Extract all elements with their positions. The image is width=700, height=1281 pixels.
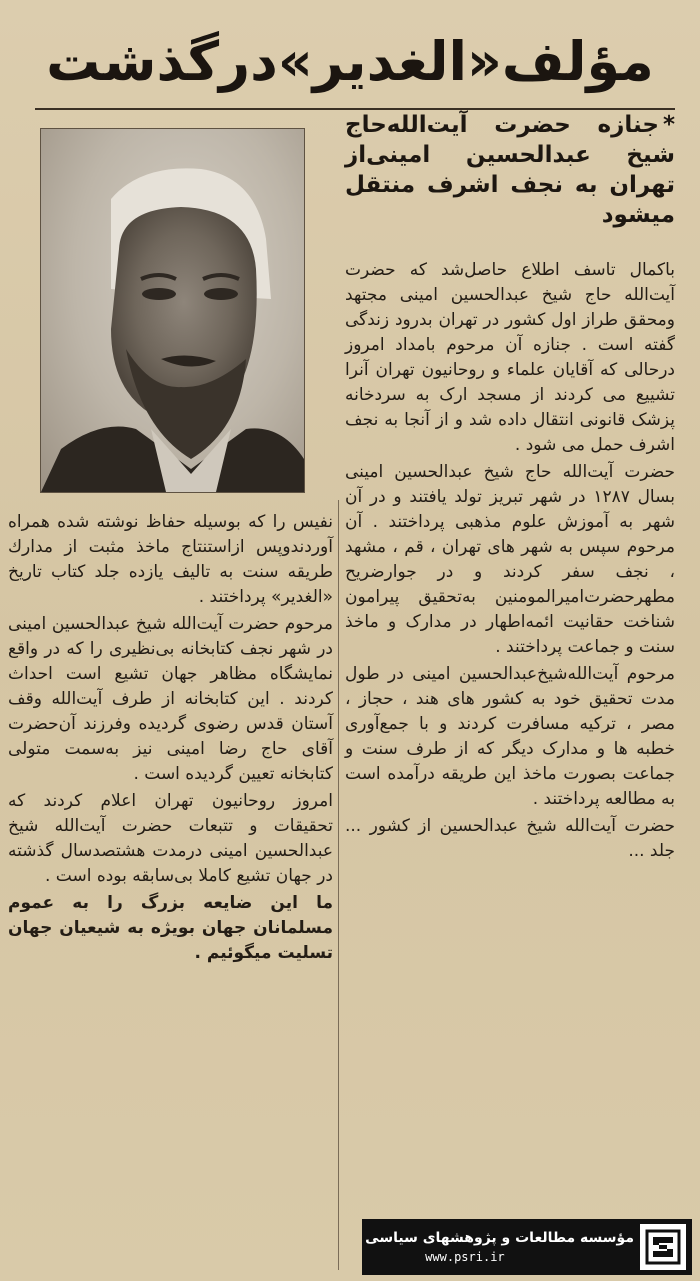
paragraph: مرحوم حضرت آیت‌الله شیخ عبدالحسین امینی در شهر نجف کتابخانه بی‌نظیری را که در واقع نمایشگاه مظاهر جهان تشیع است احداث کردند . این کتابخانه از طرف آیت‌الله وقف آستان قدس رضوی گردیده وفرزند آن‌حضرت آقای حاج رضا امینی نیز به‌سمت متولی کتابخانه تعیین گردیده است .	[8, 614, 333, 784]
paragraph: حضرت آیت‌الله حاج شیخ عبدالحسین امینی بسال ۱۲۸۷ در شهر تبریز تولد یافتند و در آن شهر به آموزش علوم مذهبی پرداختند . آن مرحوم سپس به شهر های تهران ، قم ، مشهد ، نجف سفر کردند و در جوارضریح مطهرحضرت‌امیرالمومنین به‌تحقیق پیرامون شناخت حقانیت ائمه‌اطهار در مدارک و ماخذ سنت و جماعت پرداختند .	[345, 462, 675, 657]
paragraph: باکمال تاسف اطلاع حاصل‌شد که حضرت آیت‌الله حاج شیخ عبدالحسین امینی مجتهد ومحقق طراز اول کشور در تهران بدرود زندگی گفته است . جنازه آن مرحوم بامداد امروز درحالی که آقایان علماء و روحانیون تهران آنرا تشییع می کردند از مسجد ارک به سردخانه پزشک قانونی انتقال داده شد و از آنجا به نجف اشرف حمل می شود .	[345, 260, 675, 455]
portrait-photo	[40, 128, 305, 493]
condolence-paragraph: ما این ضایعه بزرگ را به عموم مسلمانان جهان بویژه به شیعیان جهان تسلیت میگوئیم .	[8, 893, 333, 963]
paragraph: نفیس را که بوسیله حفاظ نوشته شده همراه آوردندوپس ازاستنتاج ماخذ مثبت از مدارك طریقه سنت به تالیف یازده جلد کتاب تاریخ «الغدیر» پرداختند .	[8, 512, 333, 607]
subhead-text: جنازه حضرت آیت‌الله‌حاج شیخ عبدالحسین امینی‌از تهران به نجف اشرف منتقل میشود	[345, 112, 675, 228]
watermark-banner	[362, 1219, 692, 1275]
portrait-illustration	[41, 129, 304, 492]
headline: مؤلف«الغدیر»درگذشت	[46, 30, 654, 93]
column-divider	[338, 500, 339, 1270]
subheadline	[345, 110, 675, 230]
watermark-name: مؤسسه مطالعات و پژوهشهای سیاسی	[365, 1230, 634, 1246]
subhead-marker: *	[662, 112, 675, 138]
article-column-left	[8, 510, 333, 968]
paragraph: حضرت آیت‌الله شیخ عبدالحسین از کشور ... جلد ...	[345, 816, 675, 861]
paragraph: مرحوم آیت‌الله‌شیخ‌عبدالحسین امینی در طول مدت تحقیق خود به کشور های هند ، حجاز ، مصر ، ترکیه مسافرت کردند و با جمع‌آوری خطبه ها و مدارک دیگر که از طرف سنت و جماعت بصورت ماخذ این طریقه درآمده است به مطالعه پرداختند .	[345, 664, 675, 809]
watermark-url: www.psri.ir	[425, 1250, 505, 1264]
article-column-right	[345, 258, 675, 866]
psri-logo-icon	[640, 1224, 686, 1270]
paragraph: امروز روحانیون تهران اعلام کردند که تحقیقات و تتبعات حضرت آیت‌الله شیخ عبدالحسین امینی درمدت هشتصدسال گذشته در جهان تشیع کاملا بی‌سابقه بوده است .	[8, 791, 333, 886]
